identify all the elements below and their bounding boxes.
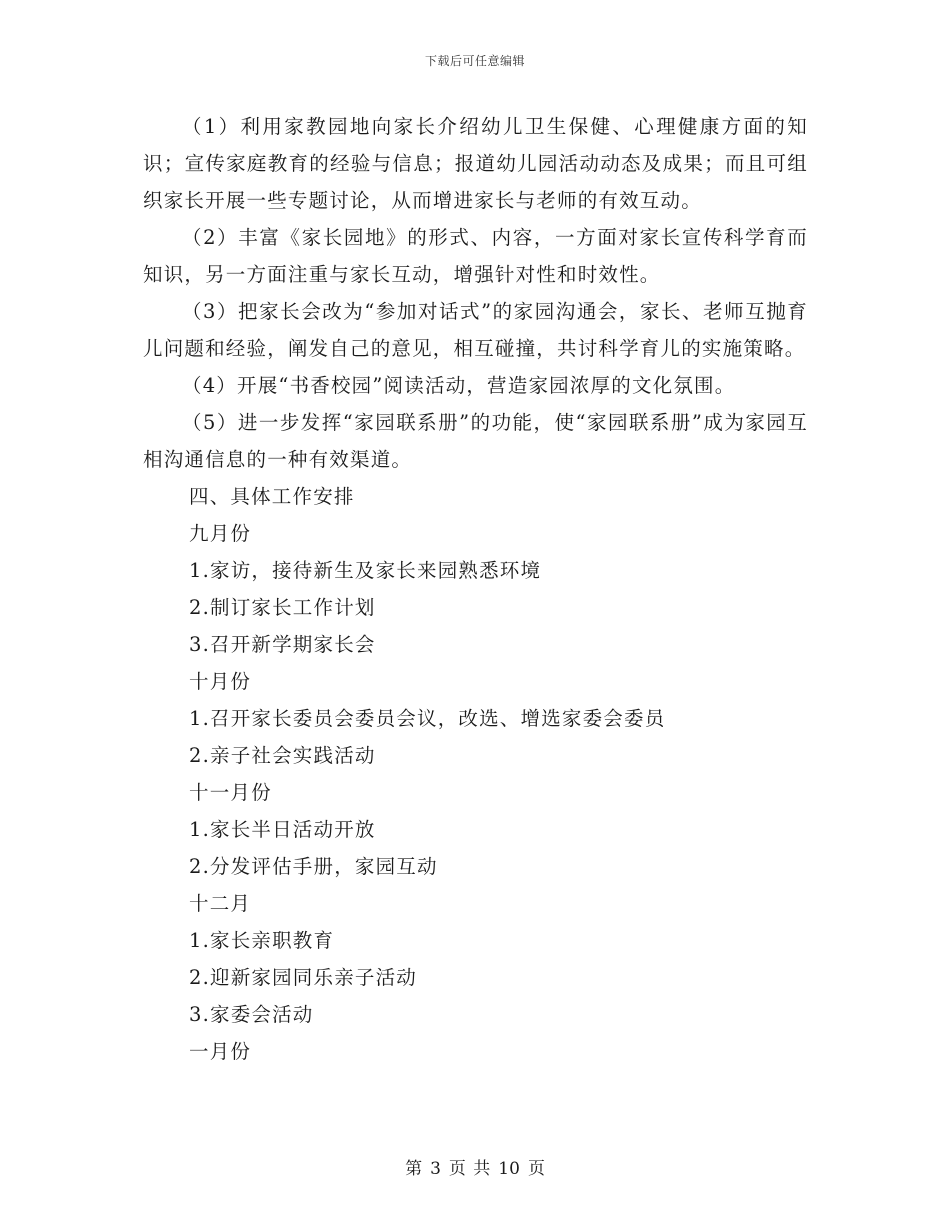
page-footer	[0, 1154, 950, 1179]
section-heading: 四、具体工作安排	[189, 485, 355, 508]
paragraph: （1）利用家教园地向家长介绍幼儿卫生保健、心理健康方面的知识；宣传家庭教育的经验与信息；报道幼儿园活动动态及成果；而且可组织家长开展一些专题讨论，从而增进家长与老师的有效互动。	[143, 115, 808, 212]
paragraph: （4）开展“书香校园”阅读活动，营造家园浓厚的文化氛围。	[182, 374, 736, 397]
footer-middle: 页 共	[448, 1159, 491, 1179]
month-heading: 十月份	[189, 670, 252, 693]
list-item: 2.亲子社会实践活动	[189, 744, 376, 767]
list-item: 3.家委会活动	[189, 1003, 314, 1026]
month-heading: 一月份	[189, 1040, 252, 1063]
list-item: 1.家长半日活动开放	[189, 818, 376, 841]
paragraph: （2）丰富《家长园地》的形式、内容，一方面对家长宣传科学育而知识，另一方面注重与家长互动，增强针对性和时效性。	[143, 226, 808, 286]
list-item: 2.制订家长工作计划	[189, 596, 376, 619]
list-item: 1.家长亲职教育	[189, 929, 335, 952]
footer-suffix: 页	[527, 1159, 545, 1179]
month-heading: 九月份	[189, 522, 252, 545]
month-heading: 十一月份	[189, 781, 272, 804]
list-item: 1.家访，接待新生及家长来园熟悉环境	[189, 559, 542, 582]
paragraph: （5）进一步发挥“家园联系册”的功能，使“家园联系册”成为家园互相沟通信息的一种有效渠道。	[143, 411, 808, 471]
document-body	[143, 108, 808, 1070]
list-item: 2.分发评估手册，家园互动	[189, 855, 438, 878]
footer-page-number: 3	[430, 1159, 441, 1179]
page-header: 下载后可任意编辑	[424, 54, 525, 68]
list-item: 2.迎新家园同乐亲子活动	[189, 966, 418, 989]
footer-total-pages: 10	[498, 1159, 520, 1179]
list-item: 3.召开新学期家长会	[189, 633, 376, 656]
list-item: 1.召开家长委员会委员会议，改选、增选家委会委员	[189, 707, 666, 730]
paragraph: （3）把家长会改为“参加对话式”的家园沟通会，家长、老师互抛育儿问题和经验，阐发自己的意见，相互碰撞，共讨科学育儿的实施策略。	[143, 300, 808, 360]
month-heading: 十二月	[189, 892, 252, 915]
footer-prefix: 第	[405, 1159, 423, 1179]
